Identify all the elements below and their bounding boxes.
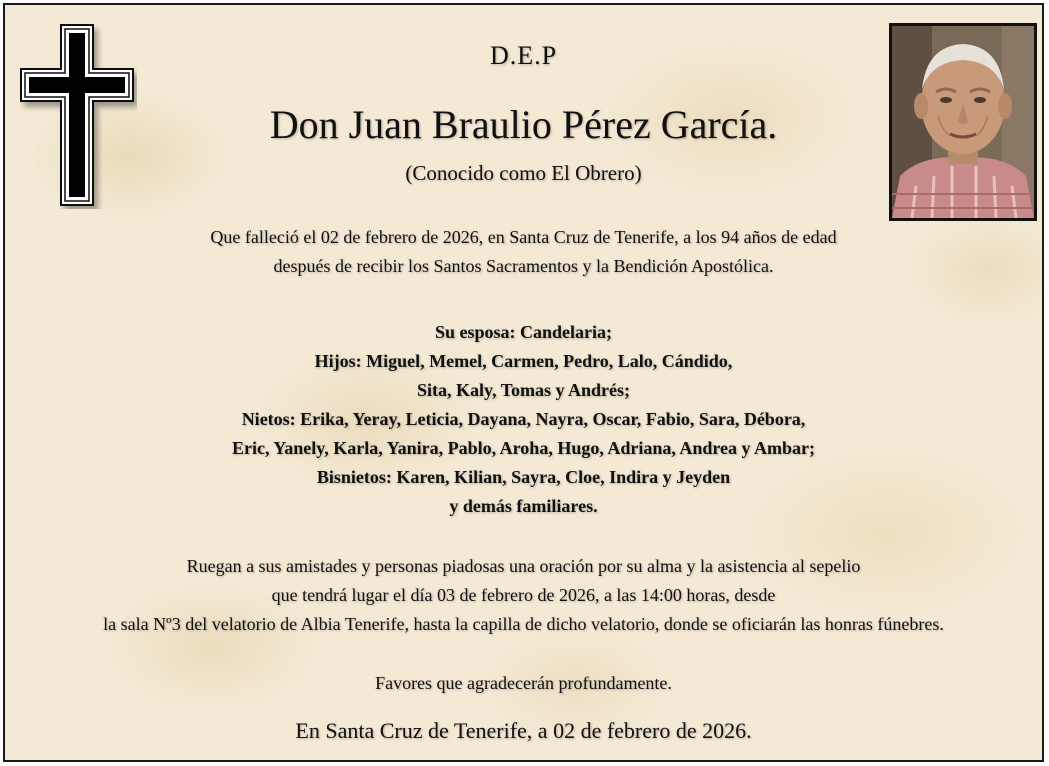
death-notice-line: después de recibir los Santos Sacramentos y la Bendición Apostólica. [273,256,774,276]
closing-line: En Santa Cruz de Tenerife, a 02 de febrero de 2026. [295,718,752,743]
death-notice-line: Que falleció el 02 de febrero de 2026, en Santa Cruz de Tenerife, a los 94 años de edad [210,227,837,247]
deceased-name: Don Juan Braulio Pérez García. [269,102,778,147]
obituary-card [3,3,1044,762]
family-line: Sita, Kaly, Tomas y Andrés; [416,380,631,400]
dep-heading: D.E.P [489,41,558,70]
family-line: Eric, Yanely, Karla, Yanira, Pablo, Aroha, Hugo, Adriana, Andrea y Ambar; [231,438,816,458]
funeral-line: la sala Nº3 del velatorio de Albia Tenerife, hasta la capilla de dicho velatorio, donde se oficiarán las honras fúnebres. [103,614,944,634]
funeral-line: Ruegan a sus amistades y personas piadosas una oración por su alma y la asistencia al sepelio [186,556,861,576]
family-line: Nietos: Erika, Yeray, Leticia, Dayana, Nayra, Oscar, Fabio, Sara, Débora, [241,409,806,429]
family-line: y demás familiares. [449,496,598,516]
family-line: Su esposa: Candelaria; [434,322,613,342]
thanks-line: Favores que agradecerán profundamente. [375,673,672,693]
nickname: (Conocido como El Obrero) [405,161,642,185]
funeral-line: que tendrá lugar el día 03 de febrero de 2026, a las 14:00 horas, desde [271,585,776,605]
family-line: Bisnietos: Karen, Kilian, Sayra, Cloe, Indira y Jeyden [316,467,731,487]
family-line: Hijos: Miguel, Memel, Carmen, Pedro, Lalo, Cándido, [314,351,733,371]
